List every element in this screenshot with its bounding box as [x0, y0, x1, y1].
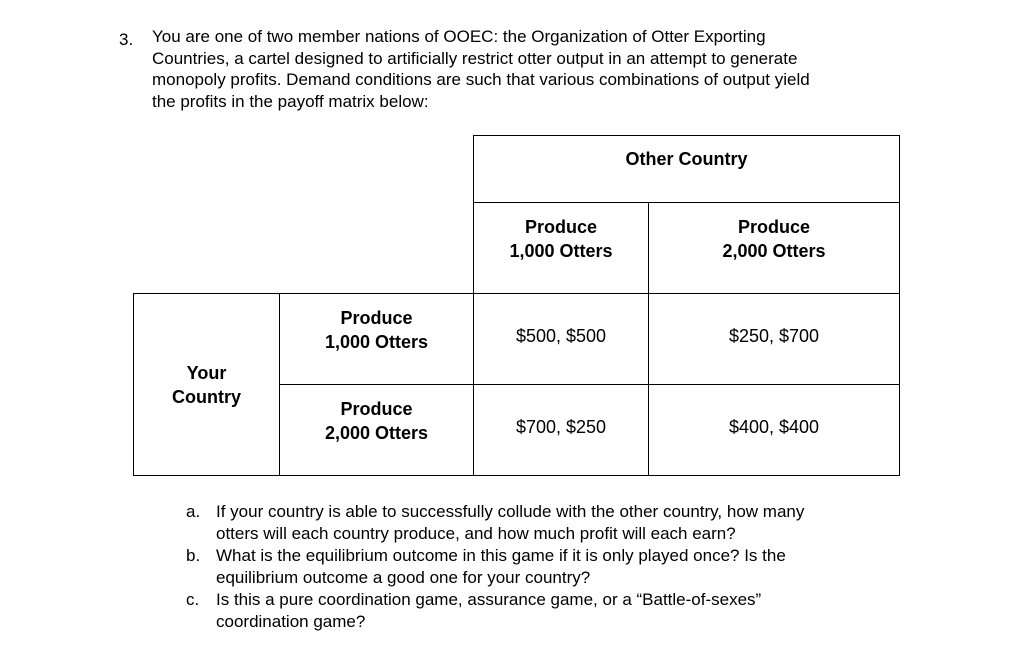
question-line: monopoly profits. Demand conditions are such that various combinations of output yield	[152, 70, 810, 89]
question-text	[152, 26, 912, 112]
subquestion-text	[216, 545, 916, 588]
row-header-line: Produce	[340, 399, 413, 419]
payoff-cell: $400, $400	[728, 417, 820, 437]
subquestion-letter: b.	[186, 546, 201, 565]
subquestion-letter: a.	[186, 502, 201, 521]
row-header-1000	[279, 293, 474, 367]
column-header-line: Produce	[737, 217, 811, 237]
column-header-1000	[473, 202, 649, 276]
column-header-line: 1,000 Otters	[509, 241, 613, 261]
subquestion-line: Is this a pure coordination game, assurance game, or a “Battle-of-sexes”	[216, 590, 762, 609]
question-line: Countries, a cartel designed to artificially restrict otter output in an attempt to generate	[152, 48, 798, 68]
subquestion-text	[216, 501, 916, 544]
row-header-line: 2,000 Otters	[324, 423, 429, 443]
row-header-line: 1,000 Otters	[324, 332, 429, 352]
question-line: You are one of two member nations of OOEC: the Organization of Otter Exporting	[152, 27, 766, 46]
payoff-cell: $700, $250	[515, 417, 607, 437]
subquestion-text	[216, 589, 916, 632]
subquestion-line: otters will each country produce, and how much profit will each earn?	[216, 523, 736, 543]
column-header-line: Produce	[524, 217, 598, 237]
row-header-2000	[279, 384, 474, 458]
row-player-line: Your	[186, 362, 227, 383]
question-line: the profits in the payoff matrix below:	[152, 91, 429, 111]
row-player-label	[133, 293, 280, 476]
column-player-label: Other Country	[625, 149, 748, 169]
payoff-cell: $500, $500	[515, 326, 607, 346]
subquestion-line: equilibrium outcome a good one for your country?	[216, 567, 591, 587]
subquestion-letter: c.	[186, 590, 200, 609]
row-header-line: Produce	[340, 308, 413, 328]
payoff-cell: $250, $700	[728, 326, 820, 346]
subquestion-line: If your country is able to successfully collude with the other country, how many	[216, 502, 805, 521]
question-number: 3.	[119, 30, 134, 49]
column-header-2000	[648, 202, 900, 276]
column-header-line: 2,000 Otters	[722, 241, 826, 261]
subquestion-line: coordination game?	[216, 611, 366, 631]
subquestion-line: What is the equilibrium outcome in this game if it is only played once? Is the	[216, 546, 786, 565]
row-player-line: Country	[172, 386, 241, 407]
